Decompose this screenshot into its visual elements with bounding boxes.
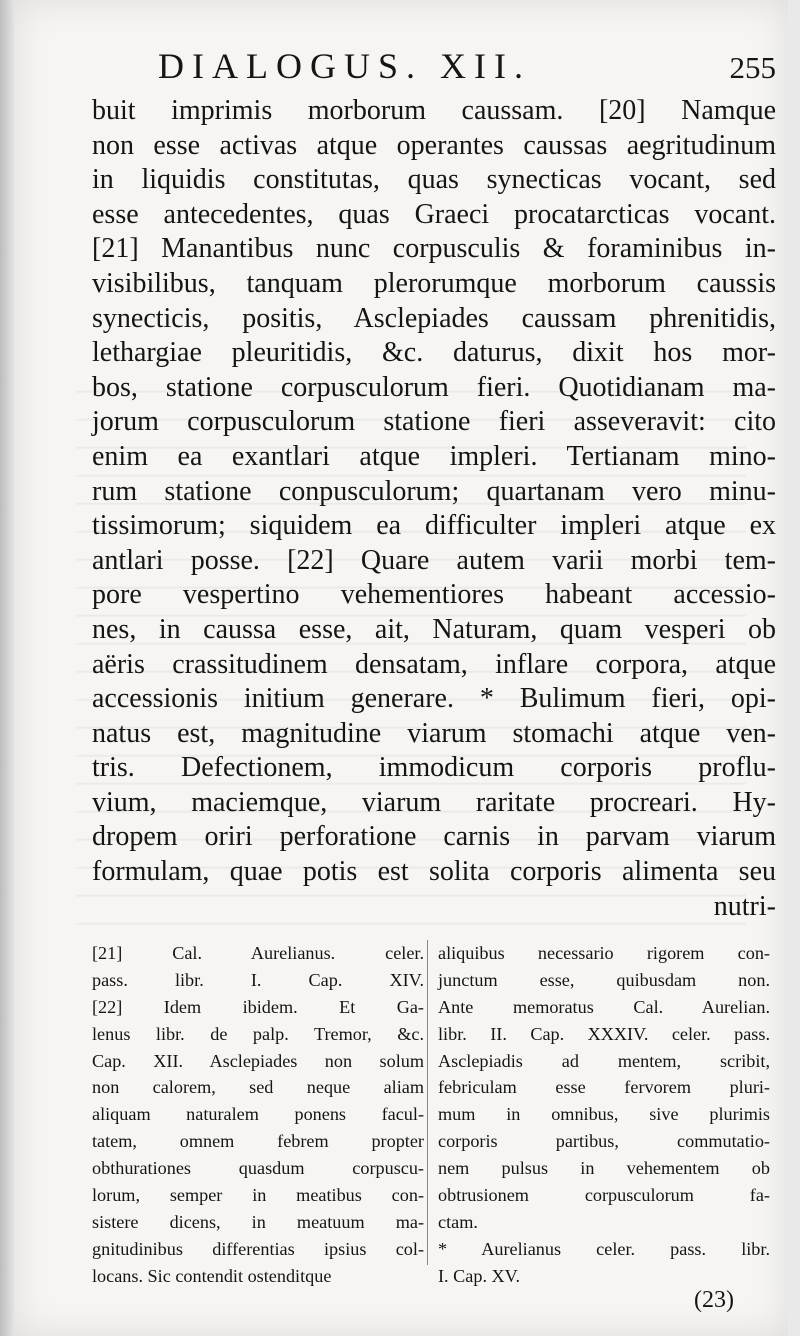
- text-line: tris. Defectionem, immodicum corporis proflu-: [92, 752, 776, 784]
- running-head: [88, 40, 784, 98]
- text-line: dropem oriri perforatione carnis in parvam viarum: [92, 821, 776, 853]
- footnote-line: obthurationes quasdum corpuscu-: [92, 1158, 424, 1179]
- footnote-line: tatem, omnem febrem propter: [92, 1131, 424, 1152]
- footnote-divider: [427, 940, 428, 1265]
- footnote-line: aliquibus necessario rigorem con-: [438, 943, 770, 963]
- footnote-line: obtrusionem corpusculorum fa-: [438, 1185, 770, 1206]
- book-page: [14, 0, 788, 1336]
- text-line: pore vespertino vehementiores habeant accessio-: [92, 579, 776, 611]
- footnote-line: [22] Idem ibidem. Et Ga-: [92, 996, 424, 1017]
- footnote-line: Asclepiadis ad mentem, scribit,: [438, 1050, 770, 1071]
- text-line: [21] Manantibus nunc corpusculis & foraminibus in-: [92, 233, 776, 265]
- text-line: jorum corpusculorum statione fieri asseveravit: cito: [92, 406, 776, 438]
- text-line: nes, in caussa esse, ait, Naturam, quam vesperi ob: [92, 613, 776, 645]
- footnote-line: * Aurelianus celer. pass. libr.: [438, 1238, 770, 1259]
- footnote-line: junctum esse, quibusdam non.: [438, 969, 770, 990]
- text-line: rum statione conpusculorum; quartanam vero minu-: [92, 475, 776, 507]
- footnote-line: gnitudinibus differentias ipsius col-: [92, 1238, 424, 1259]
- text-line: accessionis initium generare. * Bulimum fieri, opi-: [92, 683, 776, 715]
- footnote-line: Ante memoratus Cal. Aurelian.: [438, 996, 770, 1017]
- catchword: nutri-: [713, 890, 776, 922]
- footnote-line: febriculam esse fervorem pluri-: [438, 1077, 770, 1098]
- footnote-line: sistere dicens, in meatuum ma-: [92, 1211, 424, 1232]
- footnote-line: [21] Cal. Aurelianus. celer.: [92, 943, 424, 963]
- footnotes: [92, 940, 776, 1286]
- footnote-line: mum in omnibus, sive plurimis: [438, 1104, 770, 1125]
- footnote-line: nem pulsus in vehementem ob: [438, 1158, 770, 1179]
- text-line: bos, statione corpusculorum fieri. Quotidianam ma-: [92, 371, 776, 403]
- footnote-line: I. Cap. XV.: [438, 1265, 521, 1286]
- text-line: esse antecedentes, quas Graeci procatarcticas vocant.: [92, 198, 776, 230]
- signature-mark: (23): [694, 1287, 734, 1313]
- footnote-line: corporis partibus, commutatio-: [438, 1131, 770, 1152]
- footnote-column-right: [438, 940, 770, 1290]
- footnote-line: locans. Sic contendit ostenditque: [92, 1265, 332, 1286]
- text-line: synecticis, positis, Asclepiades caussam phrenitidis,: [92, 302, 776, 334]
- text-line: enim ea exantlari atque impleri. Tertianam mino-: [92, 440, 776, 472]
- footnote-line: non calorem, sed neque aliam: [92, 1077, 424, 1098]
- text-line: lethargiae pleuritidis, &c. daturus, dixit hos mor-: [92, 337, 776, 369]
- text-line: natus est, magnitudine viarum stomachi atque ven-: [92, 717, 776, 749]
- text-line: vium, maciemque, viarum raritate procreari. Hy-: [92, 786, 776, 818]
- text-line: antlari posse. [22] Quare autem varii morbi tem-: [92, 544, 776, 576]
- footnote-line: aliquam naturalem ponens facul-: [92, 1104, 424, 1125]
- page-number: 255: [729, 50, 776, 85]
- text-line: tissimorum; siquidem ea difficulter impleri atque ex: [92, 510, 776, 542]
- text-line: in liquidis constitutas, quas synecticas vocant, sed: [92, 164, 776, 196]
- chapter-title: DIALOGUS. XII.: [158, 46, 531, 86]
- footnote-line: ctam.: [438, 1211, 478, 1232]
- page-edge: [0, 0, 14, 1336]
- text-line: buit imprimis morborum caussam. [20] Namque: [92, 95, 776, 126]
- footnote-line: lorum, semper in meatibus con-: [92, 1185, 424, 1206]
- footnote-line: Cap. XII. Asclepiades non solum: [92, 1050, 424, 1071]
- footnote-line: libr. II. Cap. XXXIV. celer. pass.: [438, 1023, 770, 1044]
- footnote-column-left: [92, 940, 424, 1290]
- text-line: non esse activas atque operantes caussas aegritudinum: [92, 129, 776, 161]
- main-text-block: [92, 94, 776, 924]
- text-line: visibilibus, tanquam plerorumque morborum caussis: [92, 267, 776, 299]
- footnote-line: pass. libr. I. Cap. XIV.: [92, 969, 424, 990]
- text-line: formulam, quae potis est solita corporis alimenta seu: [92, 856, 776, 888]
- text-line: aëris crassitudinem densatam, inflare corpora, atque: [92, 648, 776, 680]
- footnote-line: lenus libr. de palp. Tremor, &c.: [92, 1023, 424, 1044]
